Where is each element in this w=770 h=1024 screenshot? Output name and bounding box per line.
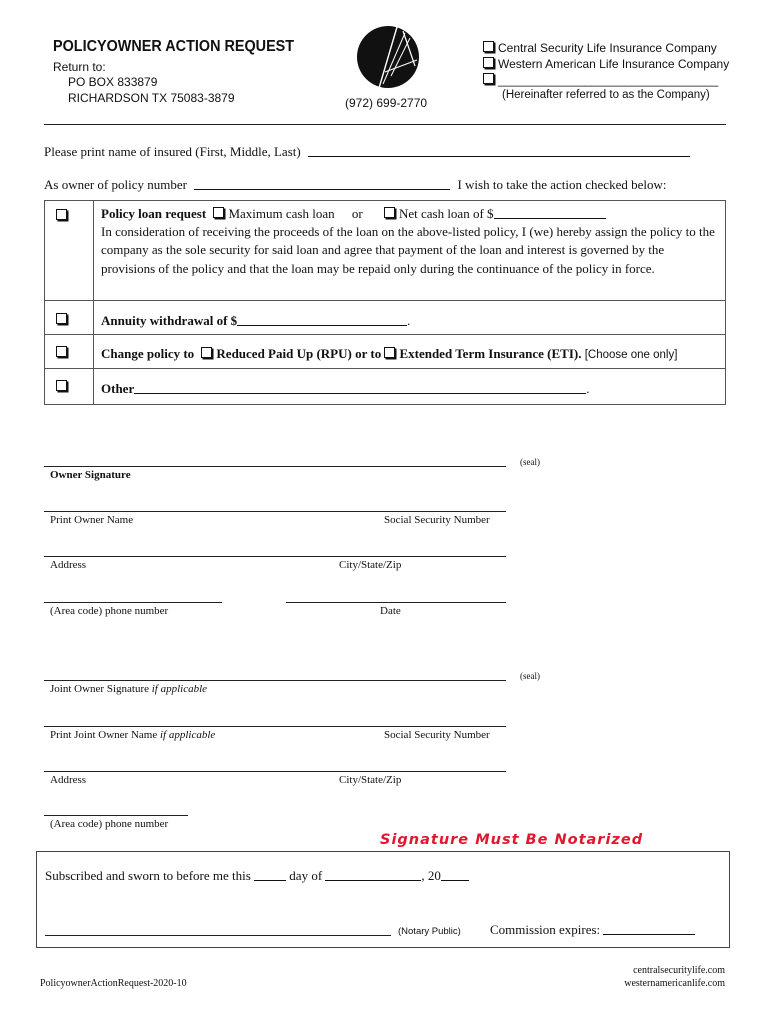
- annuity-title: Annuity withdrawal of $: [101, 313, 238, 328]
- owner-seal: (seal): [520, 457, 540, 467]
- print-owner-name-label: Print Owner Name: [50, 514, 134, 526]
- owner-address-line[interactable]: [44, 556, 506, 557]
- annuity-amount-field[interactable]: [237, 313, 407, 326]
- net-loan-amount-field[interactable]: [494, 206, 606, 219]
- joint-city-label: City/State/Zip: [339, 774, 402, 786]
- insured-name-row: [44, 144, 690, 160]
- website-central[interactable]: centralsecuritylife.com: [633, 965, 725, 976]
- commission-row: [490, 922, 695, 938]
- action-intro: I wish to take the action checked below:: [457, 177, 667, 192]
- owner-phone-label: (Area code) phone number: [50, 605, 169, 617]
- owner-signature-line[interactable]: [44, 466, 506, 467]
- insured-name-label: Please print name of insured (First, Middle, Last): [44, 144, 301, 159]
- footer-websites: [624, 964, 725, 990]
- loan-title: Policy loan request: [101, 206, 207, 221]
- eti-checkbox[interactable]: [384, 347, 395, 358]
- header-divider: [44, 124, 726, 125]
- form-id: PolicyownerActionRequest-2020-10: [40, 978, 187, 989]
- loan-request-checkbox[interactable]: [56, 209, 67, 220]
- loan-or: or: [351, 206, 363, 221]
- if-applicable-note: if applicable: [159, 729, 216, 741]
- change-policy-checkbox[interactable]: [56, 346, 67, 357]
- owner-phone-line[interactable]: [44, 602, 222, 603]
- company-option-western[interactable]: Western American Life Insurance Company: [483, 56, 729, 72]
- joint-seal: (seal): [520, 671, 540, 681]
- eti-label: Extended Term Insurance (ETI).: [399, 346, 582, 361]
- notary-signature-line[interactable]: [45, 935, 391, 936]
- notary-day-field[interactable]: [254, 868, 286, 881]
- owner-signature-label: Owner Signature: [50, 469, 131, 481]
- annuity-checkbox[interactable]: [56, 313, 67, 324]
- change-policy-title: Change policy to: [101, 346, 195, 361]
- commission-label: Commission expires:: [490, 922, 601, 937]
- policy-number-label: As owner of policy number: [44, 177, 187, 192]
- owner-ssn-label: Social Security Number: [384, 514, 490, 526]
- choose-one-note: [Choose one only]: [584, 349, 678, 361]
- subscribed-row: Subscribed and sworn to before me this day of , 20: [45, 868, 469, 884]
- hereinafter-note: (Hereinafter referred to as the Company): [502, 89, 710, 101]
- company-option-central[interactable]: Central Security Life Insurance Company: [483, 40, 729, 56]
- subscribed-text: Subscribed and sworn to before me this: [45, 868, 251, 883]
- address-line-1: PO BOX 833879: [68, 75, 158, 89]
- checkbox-icon[interactable]: [483, 73, 494, 84]
- print-owner-name-line[interactable]: [44, 511, 506, 512]
- rpu-label: Reduced Paid Up (RPU) or to: [216, 346, 382, 361]
- policy-number-field[interactable]: [194, 177, 450, 190]
- change-policy-content: [101, 346, 677, 362]
- notary-year-field[interactable]: [441, 868, 469, 881]
- checkbox-icon[interactable]: [483, 57, 494, 68]
- joint-ssn-label: Social Security Number: [384, 729, 490, 741]
- joint-name-label-row: [50, 729, 215, 741]
- notary-public-label: (Notary Public): [398, 926, 461, 937]
- annuity-row-content: Annuity withdrawal of $ .: [101, 313, 411, 328]
- joint-phone-line[interactable]: [44, 815, 188, 816]
- website-western[interactable]: westernamericanlife.com: [624, 978, 725, 989]
- loan-assignment-text: In consideration of receiving the proceeds of the loan on the above-listed policy, I (we) hereby assign the policy to the company as the sole security for said loan and agree that payment of the loan and interest is governed by the provisions of the policy and that the loan may be repaid only during the continuance of the policy in force.: [101, 224, 715, 276]
- owner-city-label: City/State/Zip: [339, 559, 402, 571]
- notarized-warning: Signature Must Be Notarized: [380, 832, 644, 848]
- table-column-divider: [93, 200, 94, 405]
- other-row-content: Other .: [101, 381, 590, 396]
- joint-name-line[interactable]: [44, 726, 506, 727]
- max-loan-label: Maximum cash loan: [228, 206, 335, 221]
- commission-expires-field[interactable]: [603, 922, 695, 935]
- other-checkbox[interactable]: [56, 380, 67, 391]
- joint-phone-label: (Area code) phone number: [50, 818, 169, 830]
- joint-address-label: Address: [50, 774, 87, 786]
- joint-signature-label: Joint Owner Signature: [50, 683, 149, 695]
- net-loan-checkbox[interactable]: [384, 207, 395, 218]
- insured-name-field[interactable]: [308, 144, 690, 157]
- checkbox-icon[interactable]: [483, 41, 494, 52]
- other-title: Other: [101, 381, 135, 396]
- owner-address-label: Address: [50, 559, 87, 571]
- return-to-label: Return to:: [53, 60, 106, 74]
- other-field[interactable]: [134, 381, 586, 394]
- notary-month-field[interactable]: [325, 868, 421, 881]
- owner-date-line[interactable]: [286, 602, 506, 603]
- rpu-checkbox[interactable]: [201, 347, 212, 358]
- address-line-2: RICHARDSON TX 75083-3879: [68, 91, 235, 105]
- joint-signature-label-row: [50, 683, 207, 695]
- phone-number: (972) 699-2770: [345, 96, 428, 110]
- company-options: [483, 40, 729, 88]
- joint-signature-line[interactable]: [44, 680, 506, 681]
- company-option-other[interactable]: _________________________________: [483, 72, 729, 88]
- company-logo: [355, 22, 421, 92]
- policy-number-row: [44, 177, 666, 193]
- form-title: POLICYOWNER ACTION REQUEST: [53, 38, 295, 55]
- joint-address-line[interactable]: [44, 771, 506, 772]
- net-loan-label: Net cash loan of $: [398, 206, 494, 221]
- max-loan-checkbox[interactable]: [213, 207, 224, 218]
- loan-title-row: [101, 206, 606, 222]
- joint-name-label: Print Joint Owner Name: [50, 729, 158, 741]
- owner-date-label: Date: [380, 605, 401, 617]
- if-applicable-note: if applicable: [151, 683, 208, 695]
